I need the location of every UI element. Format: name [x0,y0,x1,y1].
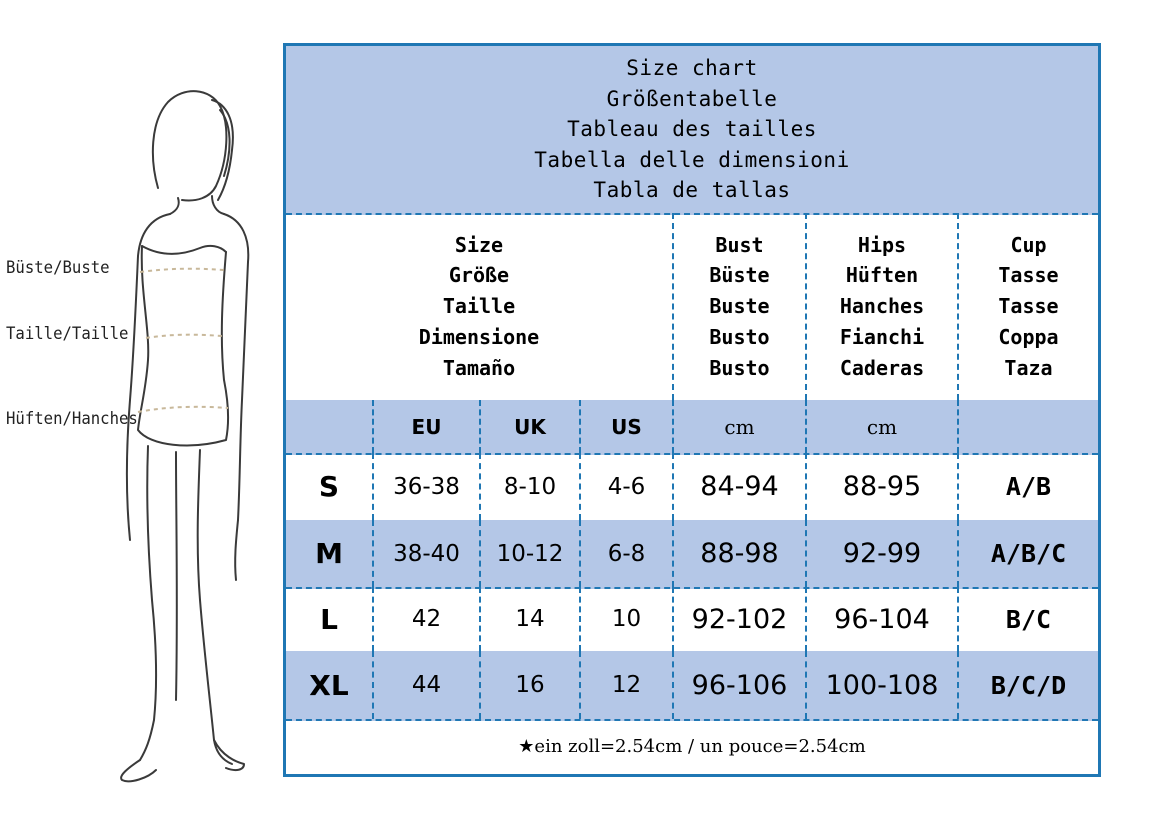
unit-bust: cm [674,400,807,453]
cell-uk: 10-12 [481,520,581,587]
unit-us: US [581,400,674,453]
header-size-line: Größe [448,263,510,288]
cell-us: 10 [581,587,674,651]
cell-cup: B/C/D [990,670,1067,700]
cell-hips: 92-99 [807,520,959,587]
cell-eu: 44 [374,651,481,719]
header-cup-line: Tasse [998,263,1059,288]
row-size-label: M [286,520,374,587]
cell-eu: 36-38 [374,453,481,520]
cell-bust: 96-106 [674,651,807,719]
title-line-en: Size chart [626,56,758,81]
cell-uk: 16 [481,651,581,719]
header-cup [959,213,1098,400]
header-cup-line: Cup [1010,232,1047,257]
cell-us: 4-6 [581,453,674,520]
footnote-row [286,719,1098,774]
cell-eu: 42 [374,587,481,651]
table-row [286,520,1098,589]
cell-eu: 38-40 [374,520,481,587]
cell-cup: A/B/C [990,539,1067,568]
cell-us: 6-8 [581,520,674,587]
title-line-es: Tabla de tallas [593,178,791,203]
header-cup-line: Tasse [998,294,1059,319]
unit-hips: cm [807,400,959,453]
header-cup-line: Taza [1004,355,1053,380]
waist-label: Taille/Taille [6,324,129,344]
cell-uk: 14 [481,587,581,651]
header-size-line: Taille [442,294,516,319]
cell-hips: 100-108 [807,651,959,719]
row-size-label: XL [286,651,374,719]
unit-uk: UK [481,400,581,453]
header-bust-line: Busto [709,324,770,349]
units-empty-size [286,400,374,453]
header-hips-line: Hüften [845,263,919,288]
cell-uk: 8-10 [481,453,581,520]
unit-cup [959,400,1098,453]
cell-cup: A/B [1005,472,1052,501]
conversion-note: ★ein zoll=2.54cm / un pouce=2.54cm [518,736,866,757]
title-band [286,46,1098,215]
header-cup-line: Coppa [998,324,1059,349]
header-row [286,213,1098,402]
header-size-line: Tamaño [442,355,516,380]
cell-bust: 88-98 [674,520,807,587]
row-size-label: S [286,453,374,520]
header-bust-line: Busto [709,355,770,380]
cell-hips: 88-95 [807,453,959,520]
units-row [286,400,1098,455]
cell-us: 12 [581,651,674,719]
header-bust [674,213,807,400]
title-line-it: Tabella delle dimensioni [534,147,850,172]
row-size-label: L [286,587,374,651]
hips-label: Hüften/Hanches [6,409,138,429]
title-block [286,46,1098,213]
header-bust-line: Bust [715,232,764,257]
header-hips-line: Hanches [839,294,925,319]
header-hips-line: Caderas [839,355,925,380]
body-measurement-figure [0,0,285,832]
header-size-line: Dimensione [418,324,540,349]
header-hips-line: Hips [857,232,907,257]
cell-hips: 96-104 [807,587,959,651]
bust-label: Büste/Buste [6,258,110,278]
header-hips [807,213,959,400]
header-size [286,213,674,400]
cell-bust: 84-94 [674,453,807,520]
header-bust-line: Buste [709,294,770,319]
header-bust-line: Büste [709,263,770,288]
cell-bust: 92-102 [674,587,807,651]
table-row [286,651,1098,721]
header-size-line: Size [454,232,504,257]
title-line-fr: Tableau des tailles [567,117,817,142]
title-line-de: Größentabelle [606,86,778,111]
header-hips-line: Fianchi [839,324,925,349]
size-chart-table [283,43,1101,777]
unit-eu: EU [374,400,481,453]
table-row [286,453,1098,522]
table-row [286,587,1098,653]
cell-cup: B/C [1005,604,1052,634]
